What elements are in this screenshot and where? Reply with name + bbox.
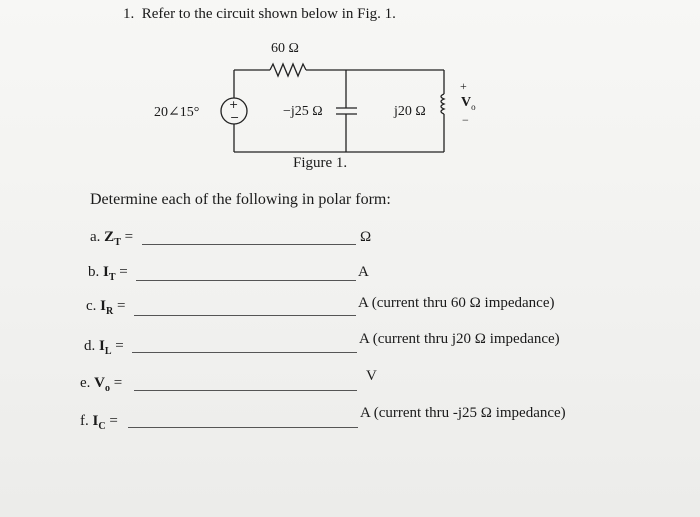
source-minus-sign: − [230, 111, 240, 124]
item-d-answer-line[interactable] [132, 352, 357, 353]
question-text: Refer to the circuit shown below in Fig. 1. [141, 6, 396, 22]
item-a-equals: = [124, 229, 134, 245]
vo-subscript: o [471, 101, 476, 112]
item-e-sub: o [105, 383, 111, 394]
circuit-diagram [0, 0, 700, 200]
item-b-equals: = [119, 264, 128, 280]
item-e-unit: V [366, 368, 377, 384]
item-a-label [90, 229, 133, 248]
item-f-unit: A (current thru -j25 Ω impedance) [360, 405, 566, 421]
figure-caption: Figure 1. [293, 155, 348, 171]
item-a-unit: Ω [360, 229, 372, 245]
item-d-sub: L [104, 346, 112, 357]
item-c-unit: A (current thru 60 Ω impedance) [358, 295, 555, 311]
item-a-sub: T [114, 237, 121, 248]
item-c-symbol: I [100, 298, 107, 314]
item-f-answer-line[interactable] [128, 427, 358, 428]
resistor-symbol [270, 64, 306, 76]
item-c-label [86, 298, 125, 317]
output-voltage-label [461, 95, 476, 112]
inductor-symbol [441, 94, 444, 114]
item-f-prefix: f. [80, 413, 89, 429]
item-d-unit: A (current thru j20 Ω impedance) [359, 331, 560, 347]
inductor-label: j20 Ω [394, 104, 426, 119]
item-f-equals: = [109, 413, 118, 429]
item-a-prefix: a. [90, 229, 101, 245]
instructions-text: Determine each of the following in polar form: [90, 191, 391, 208]
item-b-prefix: b. [88, 264, 100, 280]
item-c-answer-line[interactable] [134, 315, 356, 316]
item-b-unit: A [358, 264, 369, 280]
vo-symbol: V [461, 95, 472, 110]
item-d-symbol: I [99, 338, 105, 354]
item-c-equals: = [117, 298, 126, 314]
item-b-label [88, 264, 128, 283]
item-e-prefix: e. [80, 375, 91, 391]
capacitor-label: −j25 Ω [283, 104, 323, 119]
source-plus-sign: + [229, 98, 239, 111]
item-f-symbol: I [92, 413, 99, 429]
item-b-sub: T [108, 272, 116, 283]
item-e-label [80, 375, 122, 394]
question-number: 1. [123, 6, 135, 22]
item-f-sub: C [98, 421, 106, 432]
item-a-answer-line[interactable] [142, 244, 356, 245]
item-c-sub: R [106, 306, 114, 317]
item-f-label [80, 413, 118, 432]
item-d-prefix: d. [84, 338, 96, 354]
item-e-answer-line[interactable] [134, 390, 357, 391]
source-label: 20∠15° [154, 105, 200, 120]
item-d-equals: = [115, 338, 124, 354]
output-minus-sign: − [462, 113, 469, 127]
item-e-symbol: V [94, 375, 106, 391]
item-e-equals: = [113, 375, 123, 391]
resistor-label: 60 Ω [271, 41, 299, 56]
item-b-symbol: I [103, 264, 109, 280]
output-plus-sign: + [460, 79, 467, 93]
item-d-label [84, 338, 124, 357]
item-b-answer-line[interactable] [136, 280, 356, 281]
item-a-symbol: Z [104, 229, 115, 245]
item-c-prefix: c. [86, 298, 97, 314]
